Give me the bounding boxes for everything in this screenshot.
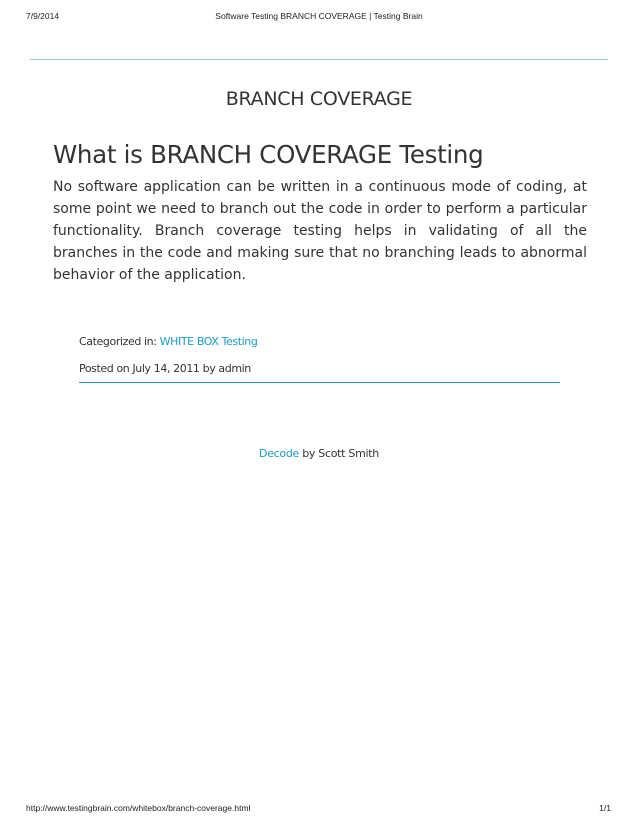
page-count: 1/1 <box>599 803 611 813</box>
theme-credit <box>0 447 638 460</box>
site-title[interactable]: BRANCH COVERAGE <box>225 88 413 110</box>
category-link[interactable]: WHITE BOX Testing <box>159 335 258 348</box>
print-footer <box>0 803 638 817</box>
header-divider <box>30 59 608 60</box>
post-date-byline: Posted on July 14, 2011 by admin <box>79 362 560 383</box>
theme-link[interactable]: Decode <box>259 447 300 460</box>
post-categories <box>79 335 560 348</box>
print-url: http://www.testingbrain.com/whitebox/branch-coverage.html <box>26 803 251 813</box>
categories-label: Categorized in: <box>79 335 157 348</box>
print-header <box>0 11 638 25</box>
print-page-title: Software Testing BRANCH COVERAGE | Testing Brain <box>215 11 423 21</box>
article-title[interactable]: What is BRANCH COVERAGE Testing <box>53 140 484 169</box>
theme-author: by Scott Smith <box>299 447 379 460</box>
print-date: 7/9/2014 <box>26 11 60 21</box>
article-body: No software application can be written in a continuous mode of coding, at some point we need to branch out the code in order to perform a particular functionality. Branch coverage testing helps in validating of all the branches in the code and making sure that no branching leads to abnormal behavior of the application. <box>53 179 587 283</box>
